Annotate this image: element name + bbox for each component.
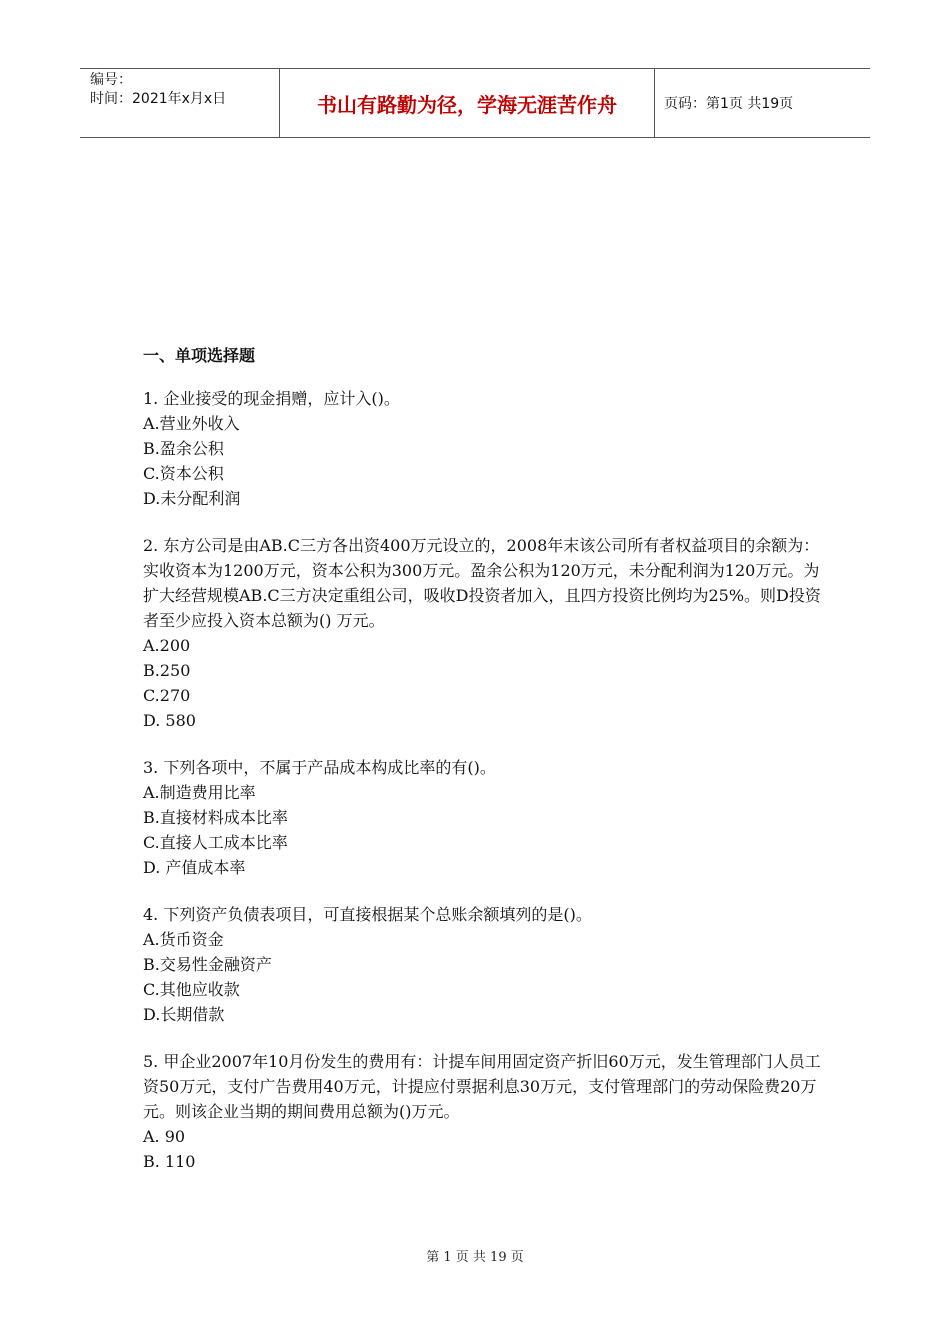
option-d: D.未分配利润 [143,489,241,508]
document-body [143,344,823,1196]
option-a: A.货币资金 [143,930,224,949]
option-b: B.250 [143,661,191,680]
question-1 [143,386,823,511]
question-stem: 4. 下列资产负债表项目，可直接根据某个总账余额填列的是()。 [143,905,592,924]
option-d: D.长期借款 [143,1005,225,1024]
option-a: A.营业外收入 [143,414,240,433]
header-page-info: 页码：第1页 共19页 [664,96,794,112]
question-4 [143,902,823,1027]
question-5 [143,1049,823,1174]
question-3 [143,755,823,880]
question-stem: 3. 下列各项中，不属于产品成本构成比率的有()。 [143,758,496,777]
option-c: C.270 [143,686,191,705]
number-label: 编号： [90,72,132,88]
section-title: 一、单项选择题 [143,346,256,365]
option-a: A.200 [143,636,191,655]
option-d: D. 580 [143,711,196,730]
option-a: A.制造费用比率 [143,783,256,802]
question-stem: 1. 企业接受的现金捐赠，应计入()。 [143,389,400,408]
option-b: B.交易性金融资产 [143,955,272,974]
option-c: C.直接人工成本比率 [143,833,288,852]
option-c: C.资本公积 [143,464,224,483]
page-header [80,68,870,138]
option-d: D. 产值成本率 [143,858,246,877]
header-meta [80,69,280,137]
option-b: B. 110 [143,1152,196,1171]
time-label: 时间：2021年x月x日 [90,91,227,107]
option-c: C.其他应收款 [143,980,240,999]
question-2 [143,533,823,733]
option-a: A. 90 [143,1127,186,1146]
question-stem: 2. 东方公司是由AB.C三方各出资400万元设立的，2008年末该公司所有者权益项目的余额为：实收资本为1200万元，资本公积为300万元。盈余公积为120万元，未分配利润为120万元。为扩大经营规模AB.C三方决定重组公司，吸收D投资者加入，且四方投资比例均为25%。则D投资者至少应投入资本总额为() 万元。 [143,536,821,630]
page-footer: 第 1 页 共 19 页 [426,1250,524,1265]
option-b: B.盈余公积 [143,439,224,458]
option-b: B.直接材料成本比率 [143,808,288,827]
header-motto: 书山有路勤为径，学海无涯苦作舟 [280,69,655,137]
question-stem: 5. 甲企业2007年10月份发生的费用有：计提车间用固定资产折旧60万元，发生管理部门人员工资50万元，支付广告费用40万元，计提应付票据利息30万元，支付管理部门的劳动保险费20万元。则该企业当期的期间费用总额为()万元。 [143,1052,821,1121]
